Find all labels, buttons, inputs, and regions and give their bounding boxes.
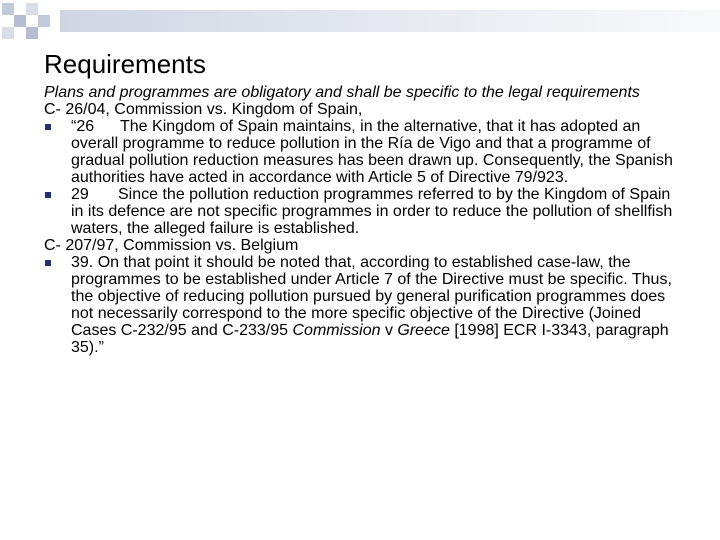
decor-square-icon <box>38 15 50 27</box>
case-reference: C- 26/04, Commission vs. Kingdom of Spain, <box>44 101 363 118</box>
case-party-italic: Commission <box>292 322 381 339</box>
paragraph-text-end: [1998] ECR I-3343, paragraph 35).” <box>71 322 669 356</box>
paragraph-text: Since the pollution reduction programmes referred to by the Kingdom of Spain in its defence are not specific programmes in order to reduce the pollution of shellfish waters, the alleged failure is established. <box>71 186 673 237</box>
intro-heading: Plans and programmes are obligatory and shall be specific to the legal requirements <box>44 84 640 101</box>
square-bullet-icon <box>45 124 51 130</box>
decor-square-icon <box>2 3 14 15</box>
list-item <box>44 186 684 237</box>
square-bullet-icon <box>45 192 51 198</box>
list-item <box>44 118 684 186</box>
paragraph-number: 29 <box>71 186 89 203</box>
paragraph-text: 39. On that point it should be noted that, according to established case-law, the programmes to be established under Article 7 of the Directive must be specific. Thus, the objective of reducing pollution pursued by general purification programmes does not necessarily correspond to the more specific objective of the Directive (Joined Cases C-232/95 and C-233/95 <box>71 254 672 339</box>
square-bullet-icon <box>45 260 51 266</box>
decor-square-icon <box>26 3 38 15</box>
slide-title: Requirements <box>44 49 206 79</box>
paragraph-text: The Kingdom of Spain maintains, in the alternative, that it has adopted an overall programme to reduce pollution in the Ría de Vigo and that a programme of gradual pollution reduction measures has been drawn up. Consequently, the Spanish authorities have acted in accordance with Article 5 of Directive 79/923. <box>71 118 673 186</box>
list-item <box>44 254 684 356</box>
paragraph-text-mid: v <box>384 322 393 339</box>
case-reference: C- 207/97, Commission vs. Belgium <box>44 237 299 254</box>
case-party-italic: Greece <box>397 322 450 339</box>
decor-square-icon <box>26 27 38 39</box>
paragraph-number: “26 <box>71 118 95 135</box>
header-gradient-bar <box>60 10 720 32</box>
slide-body <box>44 84 684 356</box>
decor-square-icon <box>2 27 14 39</box>
decor-square-icon <box>14 15 26 27</box>
